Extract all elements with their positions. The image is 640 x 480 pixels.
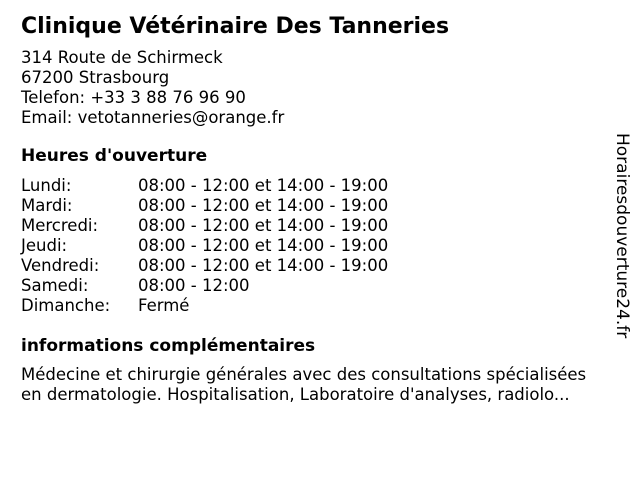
- hours-row-thursday: [21, 236, 610, 256]
- day-hours: Fermé: [138, 296, 190, 315]
- additional-info-text: [21, 365, 610, 405]
- hours-row-tuesday: [21, 196, 610, 216]
- day-hours: 08:00 - 12:00: [138, 276, 250, 295]
- day-label: Dimanche:: [21, 296, 111, 315]
- site-watermark-vertical-text: Horairesdouverture24.fr: [612, 133, 632, 339]
- day-hours: 08:00 - 12:00 et 14:00 - 19:00: [138, 216, 389, 235]
- address-block: [21, 48, 610, 128]
- day-label: Vendredi:: [21, 256, 100, 275]
- info-text-line-2: en dermatologie. Hospitalisation, Laboratoire d'analyses, radiolo...: [21, 385, 570, 404]
- hours-row-sunday: [21, 296, 610, 316]
- day-label: Mardi:: [21, 196, 73, 215]
- hours-row-friday: [21, 256, 610, 276]
- address-street: 314 Route de Schirmeck: [21, 48, 223, 67]
- hours-table: [21, 176, 610, 316]
- day-hours: 08:00 - 12:00 et 14:00 - 19:00: [138, 196, 389, 215]
- business-name: Clinique Vétérinaire Des Tanneries: [21, 14, 450, 39]
- day-label: Jeudi:: [21, 236, 68, 255]
- day-label: Lundi:: [21, 176, 72, 195]
- day-label: Mercredi:: [21, 216, 99, 235]
- day-label: Samedi:: [21, 276, 89, 295]
- info-text-line-1: Médecine et chirurgie générales avec des consultations spécialisées: [21, 365, 587, 384]
- address-city: 67200 Strasbourg: [21, 68, 170, 87]
- email-line: Email: vetotanneries@orange.fr: [21, 108, 285, 127]
- phone-line: Telefon: +33 3 88 76 96 90: [21, 88, 246, 107]
- day-hours: 08:00 - 12:00 et 14:00 - 19:00: [138, 176, 389, 195]
- hours-heading: Heures d'ouverture: [21, 146, 208, 166]
- day-hours: 08:00 - 12:00 et 14:00 - 19:00: [138, 256, 389, 275]
- hours-row-wednesday: [21, 216, 610, 236]
- day-hours: 08:00 - 12:00 et 14:00 - 19:00: [138, 236, 389, 255]
- hours-row-monday: [21, 176, 610, 196]
- hours-row-saturday: [21, 276, 610, 296]
- additional-info-heading: informations complémentaires: [21, 336, 316, 356]
